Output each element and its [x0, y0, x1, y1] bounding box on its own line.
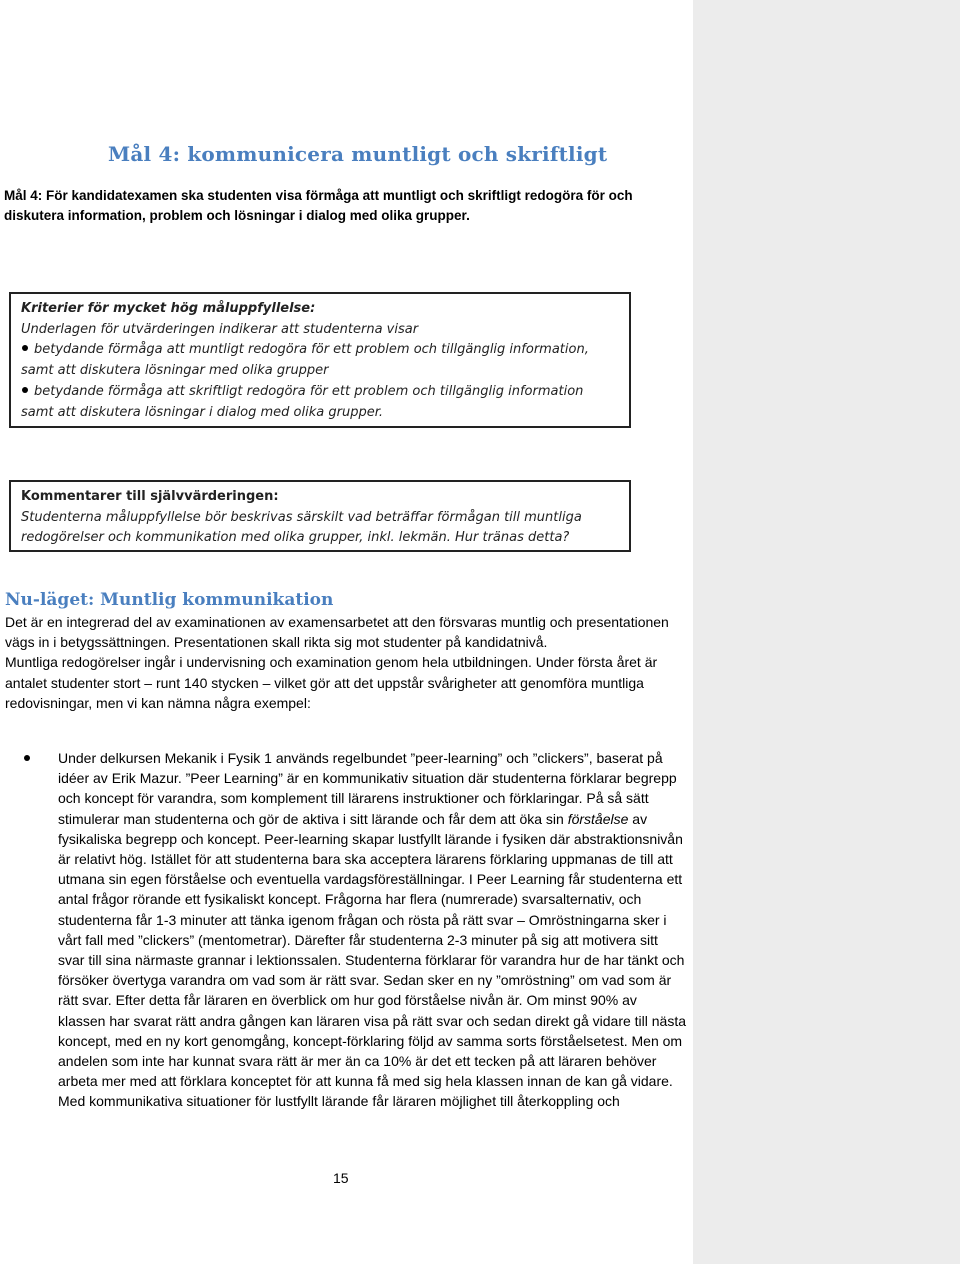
- section-heading: Nu-läget: Muntlig kommunikation: [5, 590, 334, 610]
- emphasis-text: förståelse: [567, 810, 629, 827]
- comments-text: Studenterna måluppfyllelse bör beskrivas särskilt vad beträffar förmågan till muntliga redogörelser och kommunikation med olika grupper, inkl. lekmän. Hur tränas detta?: [21, 509, 582, 546]
- bullet-icon: [22, 387, 28, 393]
- criteria-bullet-text: betydande förmåga att skriftligt redogöra för ett problem och tillgänglig information samt att diskutera lösningar i dialog med olika grupper.: [21, 383, 584, 420]
- list-item-text-part: Under delkursen Mekanik i Fysik 1 används regelbundet ”peer-learning” och ”clickers”, baserat på idéer av Erik Mazur. ”Peer Learning” är en kommunikativ situation där studenterna förklarar begrepp och koncept för varandra, som komplement till lärarens instruktioner och förklaringar. På så sätt stimulerar man studenterna och gör de aktiva i sitt lärande och får dem att öka sin: [58, 750, 677, 827]
- comments-heading: Kommentarer till självvärderingen:: [21, 489, 279, 504]
- criteria-bullet-text: betydande förmåga att muntligt redogöra för ett problem och tillgänglig information, samt att diskutera lösningar med olika grupper: [21, 342, 589, 379]
- criteria-bullet: [21, 382, 619, 423]
- paragraph: Muntliga redogörelser ingår i undervisning och examination genom hela utbildningen. Under första året är antalet studenter stort – runt 140 stycken – vilket gör att det uppstår svårigheter att genomföra muntliga redovisningar, men vi kan nämna några exempel:: [5, 654, 658, 711]
- list-item: [24, 748, 688, 1112]
- comments-box: [9, 480, 631, 552]
- criteria-box: [9, 292, 631, 428]
- gray-margin-panel: [693, 0, 960, 1264]
- criteria-bullet: [21, 340, 619, 381]
- goal-intro: Mål 4: För kandidatexamen ska studenten visa förmåga att muntligt och skriftligt redogöra för och diskutera information, problem och lösningar i dialog med olika grupper.: [4, 188, 633, 223]
- list-item-text-part: av fysikaliska begrepp och koncept. Peer-learning skapar lustfyllt lärande i fysiken där abstraktionsnivån är relativt hög. Istället för att studenterna bara ska acceptera lärarens förklaring uppmanas de till att utmana sin egen förståelse och eventuella vardagsföreställningar. I Peer Learning får studenterna ett antal frågor rörande ett fysikaliskt koncept. Frågorna har flera (numrerade) svarsalternativ, och studenterna får 1-3 minuter att tänka igenom frågan och rösta på rätt svar – Omröstningarna sker i vårt fall med ”clickers” (mentometrar). Därefter får studenterna 2-3 minuter på sig att motivera sitt svar till sina närmaste grannar i lektionssalen. Studenterna förklarar för varandra hur de har tänkt och försöker övertyga varandra om vad som är rätt svar. Sedan sker en ny ”omröstning” om vad som är rätt svar. Efter detta får läraren en överblick om hur god förståelse nivån är. Om minst 90% av klassen har svarat rätt andra gången kan läraren visa på rätt svar och sedan direkt gå vidare till nästa koncept, med en ny kort genomgång, koncept-förklaring följd av samma sorts förståelsetest. Men om andelen som inte har kunnat svara rätt är mer än ca 10% är det ett tecken på att läraren behöver arbeta mer med att förklara konceptet för att kunna få med sig hela klassen innan de kan gå vidare. Med kommunikativa situationer för lustfyllt lärande får läraren möjlighet till återkoppling och: [58, 810, 687, 1110]
- list-item-text: [58, 748, 688, 1112]
- paragraph: Det är en integrerad del av examinationen av examensarbetet att den försvaras muntlig och presentationen vägs in i betygssättningen. Presentationen skall rikta sig mot studenter på kandidatnivå.: [5, 614, 669, 651]
- criteria-heading: Kriterier för mycket hög måluppfyllelse:: [21, 301, 316, 316]
- page-title: Mål 4: kommunicera muntligt och skriftligt: [108, 142, 608, 166]
- bullet-icon: [24, 755, 30, 761]
- bullet-icon: [22, 345, 28, 351]
- criteria-lead: Underlagen för utvärderingen indikerar att studenterna visar: [21, 321, 419, 337]
- section-body: [5, 612, 685, 713]
- page-number: 15: [333, 1170, 349, 1186]
